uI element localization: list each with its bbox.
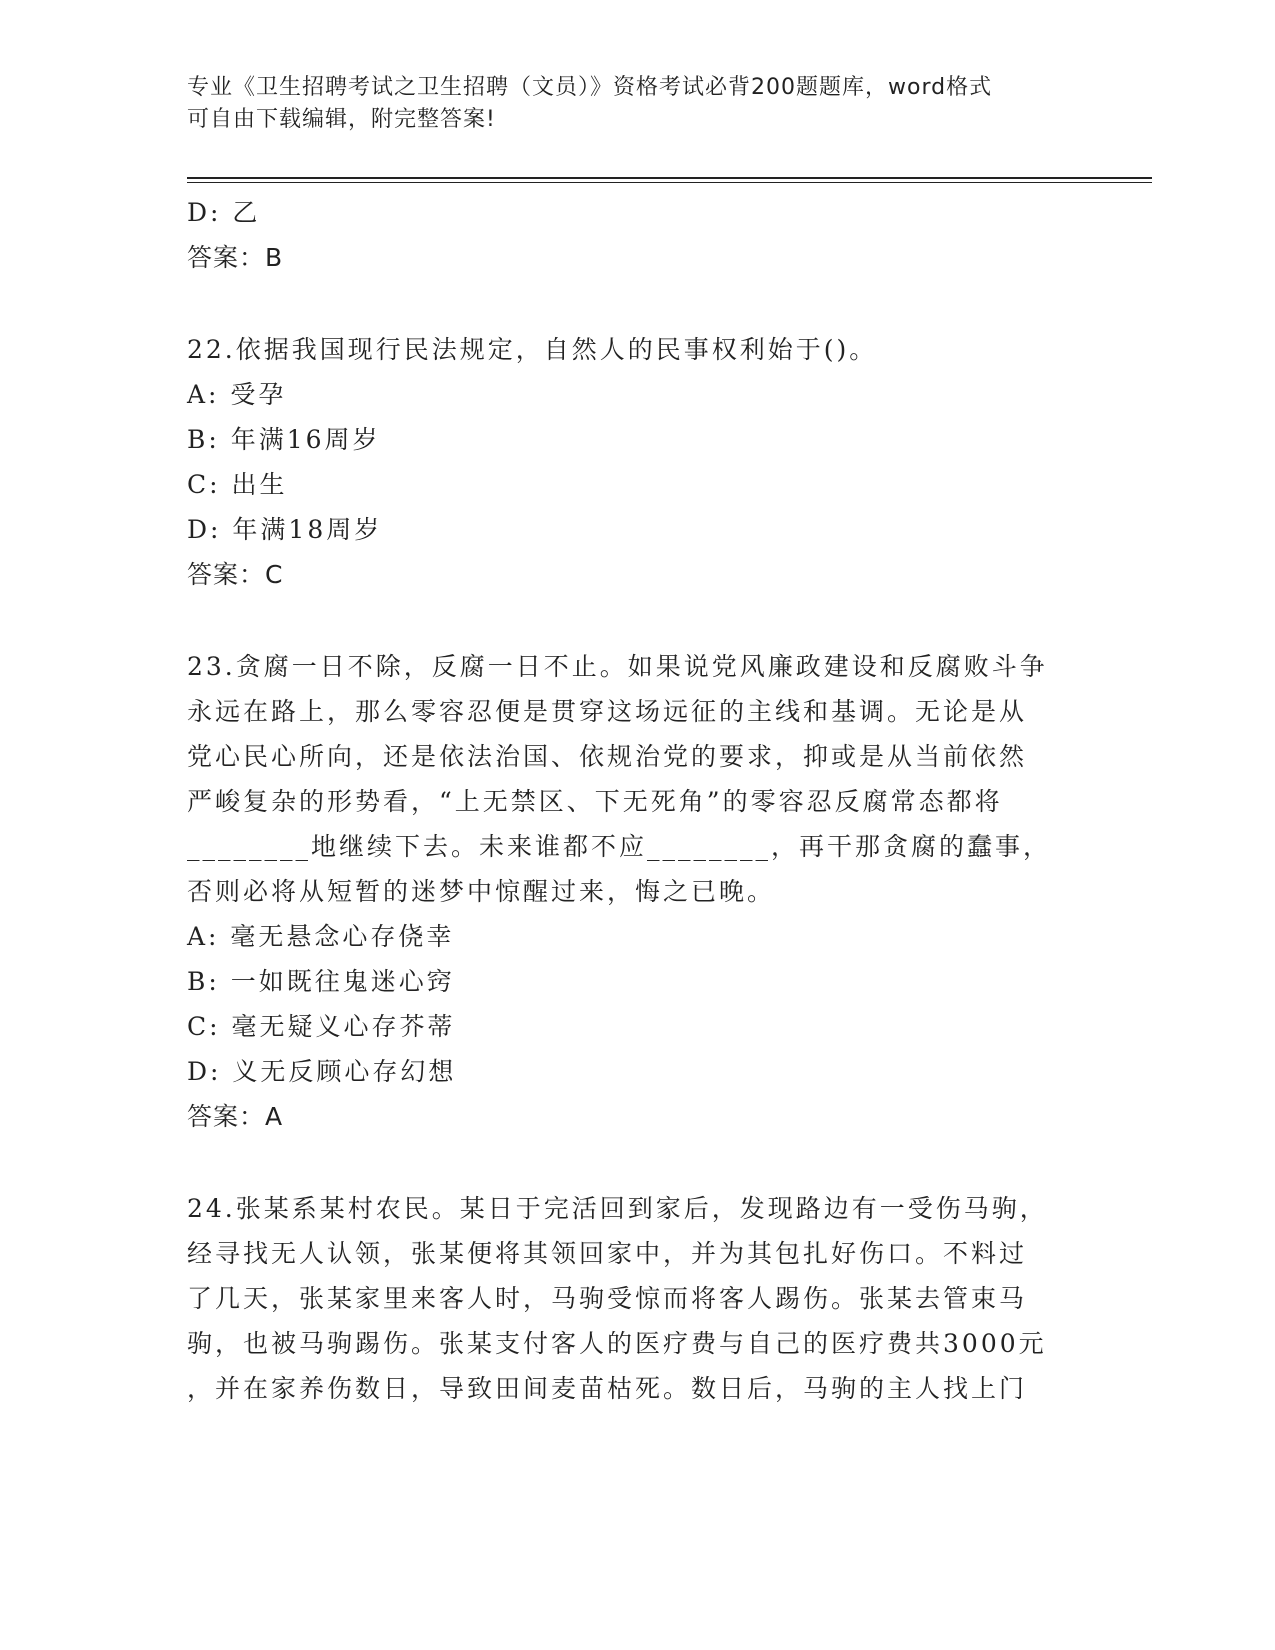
question-stem-line: 否则必将从短暂的迷梦中惊醒过来，悔之已晚。 [187, 877, 776, 906]
option-c: C: 毫无疑义心存芥蒂 [187, 1012, 456, 1041]
option-b: B: 年满16周岁 [187, 425, 381, 454]
question-stem-line: 永远在路上，那么零容忍便是贯穿这场远征的主线和基调。无论是从 [187, 697, 1028, 726]
option-d: D: 义无反顾心存幻想 [187, 1057, 457, 1086]
question-23 [187, 644, 1087, 1139]
question-22 [187, 327, 1087, 597]
option-c: C: 出生 [187, 470, 288, 499]
answer-line: 答案：C [187, 560, 284, 589]
question-stem-line: 了几天，张某家里来客人时，马驹受惊而将客人踢伤。张某去管束马 [187, 1284, 1028, 1313]
header-line-1: 专业《卫生招聘考试之卫生招聘（文员）》资格考试必背200题题库，word格式 [187, 75, 993, 100]
question-24 [187, 1186, 1087, 1411]
question-stem-line: 经寻找无人认领，张某便将其领回家中，并为其包扎好伤口。不料过 [187, 1239, 1028, 1268]
question-stem-line: ，并在家养伤数日，导致田间麦苗枯死。数日后，马驹的主人找上门 [187, 1374, 1028, 1403]
option-a: A: 毫无悬念心存侥幸 [187, 922, 455, 951]
question-stem-line: 24.张某系某村农民。某日于完活回到家后，发现路边有一受伤马驹， [187, 1194, 1048, 1223]
document-header [187, 72, 1067, 136]
option-b: B: 一如既往鬼迷心窍 [187, 967, 455, 996]
option-d: D: 乙 [187, 198, 261, 227]
header-rule-thin [187, 182, 1152, 183]
answer-line: 答案：B [187, 243, 284, 272]
question-stem-line: 党心民心所向，还是依法治国、依规治党的要求，抑或是从当前依然 [187, 742, 1028, 771]
header-line-2: 可自由下载编辑，附完整答案! [187, 107, 496, 132]
option-d: D: 年满18周岁 [187, 515, 383, 544]
question-stem-line: 23.贪腐一日不除，反腐一日不止。如果说党风廉政建设和反腐败斗争 [187, 652, 1048, 681]
question-stem-line: ________地继续下去。未来谁都不应________，再干那贪腐的蠢事， [187, 832, 1052, 861]
question-stem-line: 驹，也被马驹踢伤。张某支付客人的医疗费与自己的医疗费共3000元 [187, 1329, 1047, 1358]
answer-line: 答案：A [187, 1102, 284, 1131]
previous-question-tail [187, 190, 1087, 280]
document-body [187, 190, 1087, 1411]
question-stem-line: 严峻复杂的形势看，“上无禁区、下无死角”的零容忍反腐常态都将 [187, 787, 1003, 816]
header-rule-thick [187, 177, 1152, 179]
option-a: A: 受孕 [187, 380, 287, 409]
question-stem: 22.依据我国现行民法规定，自然人的民事权利始于()。 [187, 335, 878, 364]
